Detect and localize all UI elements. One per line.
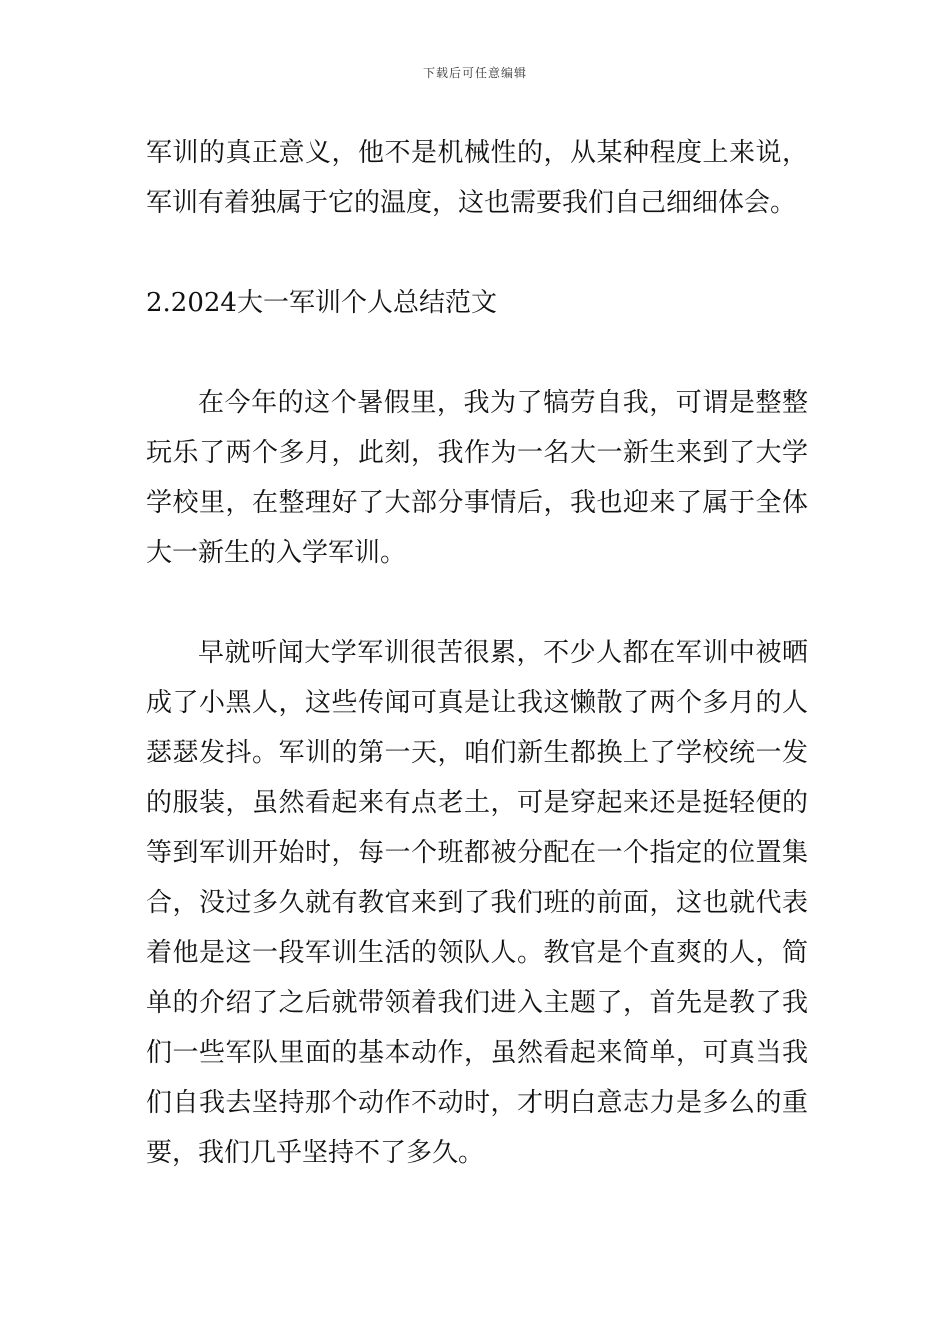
document-body	[146, 128, 808, 1178]
paragraph-spacer	[146, 578, 808, 628]
paragraph-spacer	[146, 228, 808, 278]
page-header: 下载后可任意编辑	[422, 66, 527, 80]
paragraph-spacer	[146, 328, 808, 378]
body-paragraph-1: 在今年的这个暑假里，我为了犒劳自我，可谓是整整玩乐了两个多月，此刻，我作为一名大一新生来到了大学学校里，在整理好了大部分事情后，我也迎来了属于全体大一新生的入学军训。	[146, 388, 808, 568]
section-title: 2.2024大一军训个人总结范文	[146, 288, 497, 318]
body-paragraph-2: 早就听闻大学军训很苦很累，不少人都在军训中被晒成了小黑人，这些传闻可真是让我这懒散了两个多月的人瑟瑟发抖。军训的第一天，咱们新生都换上了学校统一发的服装，虽然看起来有点老土，可是穿起来还是挺轻便的等到军训开始时，每一个班都被分配在一个指定的位置集合，没过多久就有教官来到了我们班的前面，这也就代表着他是这一段军训生活的领队人。教官是个直爽的人，简单的介绍了之后就带领着我们进入主题了，首先是教了我们一些军队里面的基本动作，虽然看起来简单，可真当我们自我去坚持那个动作不动时，才明白意志力是多么的重要，我们几乎坚持不了多久。	[146, 638, 808, 1168]
intro-continuation-paragraph: 军训的真正意义，他不是机械性的，从某种程度上来说，军训有着独属于它的温度，这也需要我们自己细细体会。	[146, 138, 808, 218]
